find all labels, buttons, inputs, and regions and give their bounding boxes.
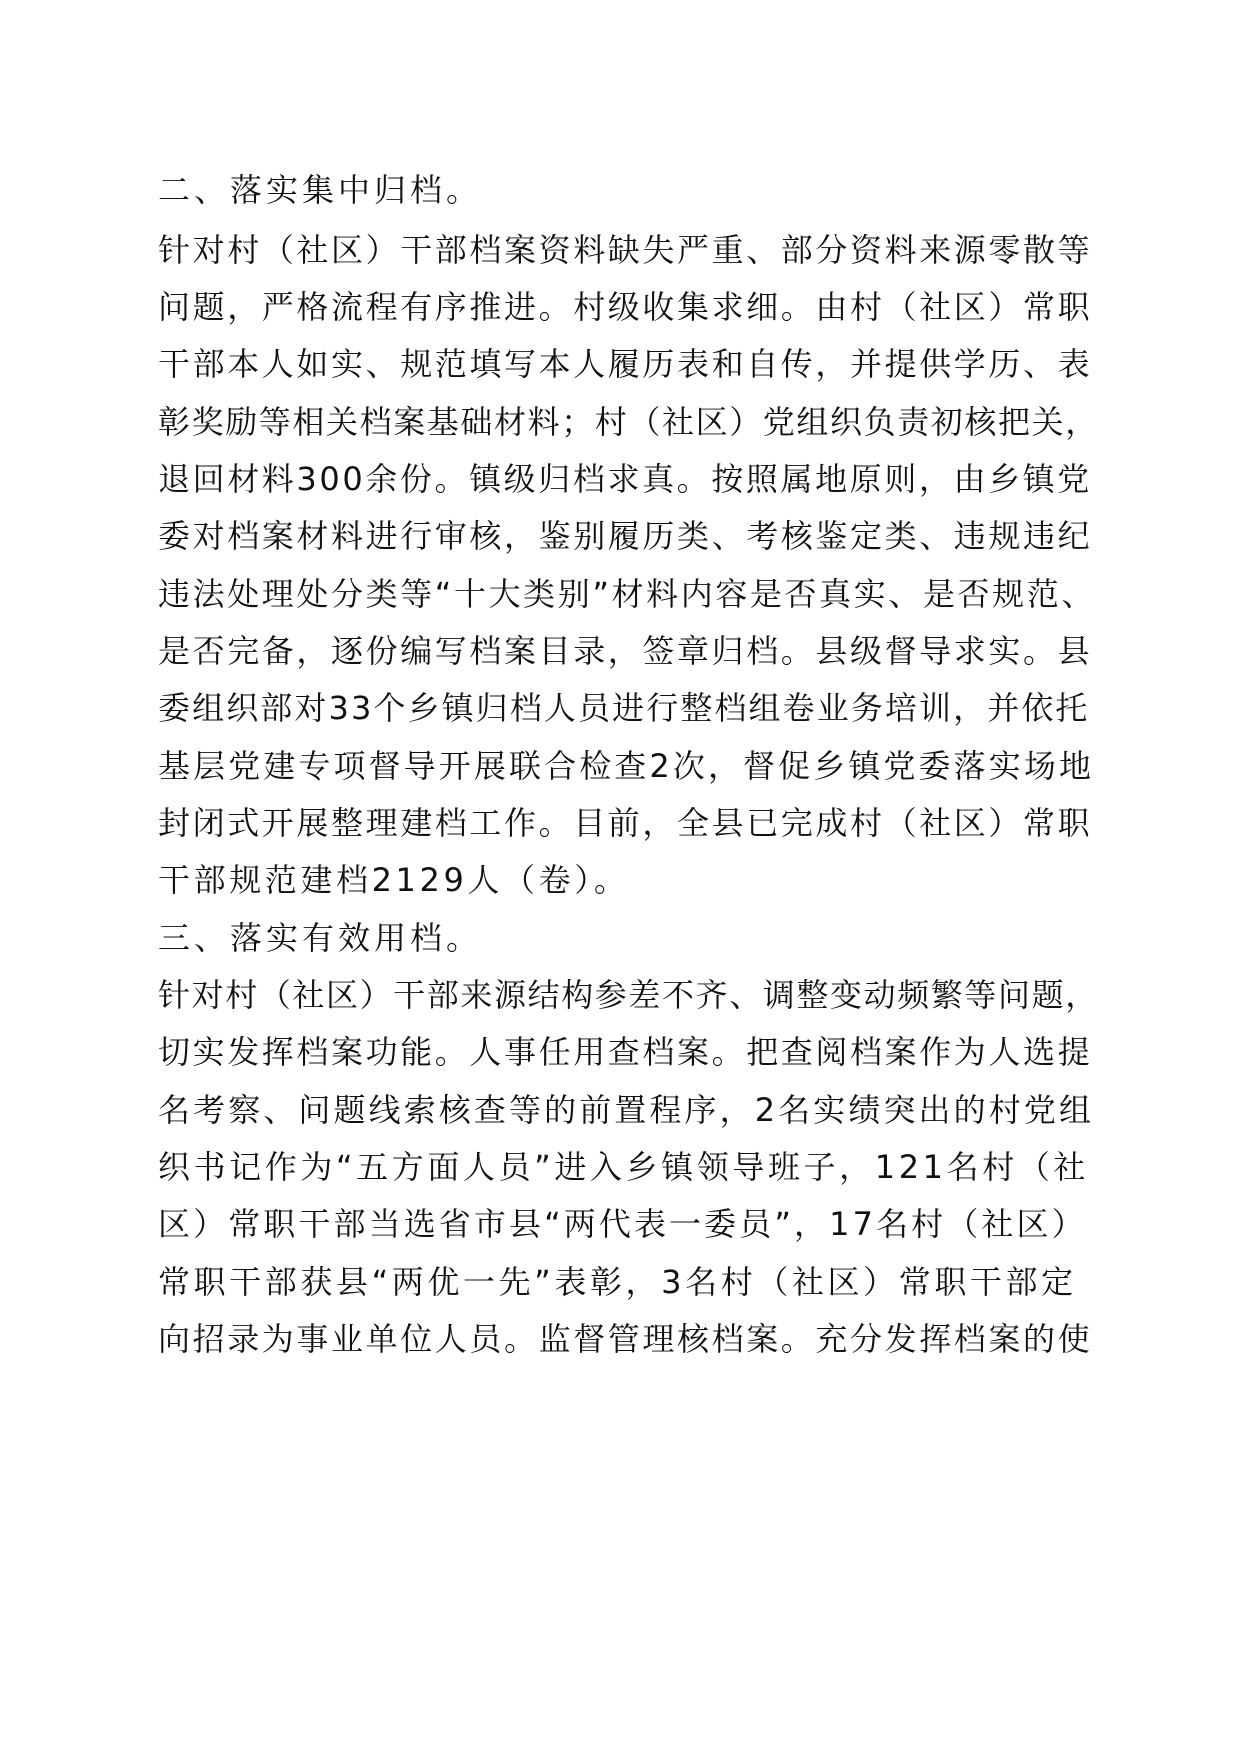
section-2-line-7: 违法处理处分类等“十大类别”材料内容是否真实、是否规范、 xyxy=(158,575,1096,613)
section-2-line-6: 委对档案材料进行审核，鉴别履历类、考核鉴定类、违规违纪 xyxy=(158,517,1093,555)
section-2-heading: 二、落实集中归档。 xyxy=(158,171,483,209)
section-2-line-2: 问题，严格流程有序推进。村级收集求细。由村（社区）常职 xyxy=(158,288,1093,326)
section-3-line-1: 针对村（社区）干部来源结构参差不齐、调整变动频繁等问题， xyxy=(158,976,1099,1014)
section-3-line-4: 织书记作为“五方面人员”进入乡镇领导班子，121名村（社 xyxy=(158,1148,1090,1186)
section-3-line-2: 切实发挥档案功能。人事任用查档案。把查阅档案作为人选提 xyxy=(158,1033,1093,1071)
section-2-line-10: 基层党建专项督导开展联合检查2次，督促乡镇党委落实场地 xyxy=(158,747,1095,785)
section-3-heading: 三、落实有效用档。 xyxy=(158,919,483,957)
section-2-line-12: 干部规范建档2129人（卷）。 xyxy=(158,861,630,899)
section-3-line-3: 名考察、问题线索核查等的前置程序，2名实绩突出的村党组 xyxy=(158,1091,1095,1129)
section-3-line-5: 区）常职干部当选省市县“两代表一委员”，17名村（社区） xyxy=(158,1205,1087,1243)
section-2-line-5: 退回材料300余份。镇级归档求真。按照属地原则，由乡镇党 xyxy=(158,460,1092,498)
section-2-line-1: 针对村（社区）干部档案资料缺失严重、部分资料来源零散等 xyxy=(158,231,1093,269)
section-2-line-4: 彰奖励等相关档案基础材料；村（社区）党组织负责初核把关， xyxy=(158,403,1099,441)
section-2-line-11: 封闭式开展整理建档工作。目前，全县已完成村（社区）常职 xyxy=(158,804,1093,842)
section-2-line-3: 干部本人如实、规范填写本人履历表和自传，并提供学历、表 xyxy=(158,345,1093,383)
section-2-line-9: 委组织部对33个乡镇归档人员进行整档组卷业务培训，并依托 xyxy=(158,689,1090,727)
section-2-line-8: 是否完备，逐份编写档案目录，签章归档。县级督导求实。县 xyxy=(158,632,1093,670)
section-3-line-6: 常职干部获县“两优一先”表彰，3名村（社区）常职干部定 xyxy=(158,1263,1077,1301)
section-3-line-7: 向招录为事业单位人员。监督管理核档案。充分发挥档案的使 xyxy=(158,1320,1093,1358)
